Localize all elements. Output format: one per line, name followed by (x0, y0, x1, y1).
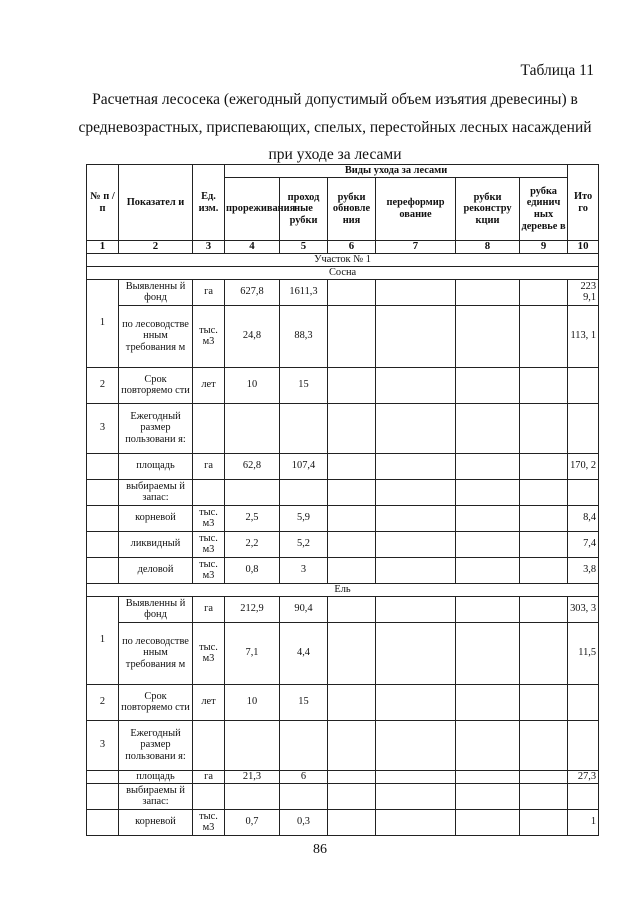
empty-cell (280, 720, 328, 770)
table-row (87, 367, 599, 403)
title-line-3: при уходе за лесами (268, 146, 402, 163)
total-cell: 8,4 (568, 505, 599, 531)
empty-cell (520, 531, 568, 557)
unit-cell: га (193, 770, 225, 783)
empty-cell (376, 783, 456, 809)
indicator-cell: по лесоводстве нным требования м (119, 305, 193, 367)
total-cell: 27,3 (568, 770, 599, 783)
empty-cell (376, 453, 456, 479)
empty-cell (568, 720, 599, 770)
table-row (87, 770, 599, 783)
empty-cell (225, 783, 280, 809)
row-num: 3 (87, 720, 119, 770)
unit-cell: тыс. м3 (193, 809, 225, 835)
indicator-cell: по лесоводстве нным требования м (119, 622, 193, 684)
empty-cell (456, 622, 520, 684)
total-cell: 11,5 (568, 622, 599, 684)
empty-cell (87, 531, 119, 557)
title-line-1: Расчетная лесосека (ежегодный допустимый объем изъятия древесины) в (92, 91, 578, 108)
empty-cell (376, 279, 456, 305)
col-number: 8 (456, 241, 520, 254)
value-cell: 10 (225, 367, 280, 403)
empty-cell (328, 453, 376, 479)
empty-cell (87, 770, 119, 783)
empty-cell (456, 403, 520, 453)
row-num: 2 (87, 684, 119, 720)
empty-cell (328, 305, 376, 367)
row-num: 1 (87, 279, 119, 367)
empty-cell (520, 684, 568, 720)
unit-cell: тыс. м3 (193, 557, 225, 583)
empty-cell (520, 809, 568, 835)
value-cell: 212,9 (225, 596, 280, 622)
header-passage: проход ные рубки (280, 178, 328, 241)
table-row (87, 596, 599, 622)
plot-label: Участок № 1 (87, 253, 599, 266)
col-number: 9 (520, 241, 568, 254)
empty-cell (520, 305, 568, 367)
col-number: 1 (87, 241, 119, 254)
total-cell: 7,4 (568, 531, 599, 557)
indicator-cell: выбираемы й запас: (119, 783, 193, 809)
empty-cell (376, 596, 456, 622)
empty-cell (225, 403, 280, 453)
empty-cell (193, 403, 225, 453)
total-cell: 3,8 (568, 557, 599, 583)
value-cell: 10 (225, 684, 280, 720)
empty-cell (376, 305, 456, 367)
indicator-cell: Выявленны й фонд (119, 596, 193, 622)
column-number-row (87, 241, 599, 254)
empty-cell (328, 367, 376, 403)
unit-cell: тыс. м3 (193, 505, 225, 531)
empty-cell (520, 770, 568, 783)
empty-cell (568, 403, 599, 453)
empty-cell (87, 453, 119, 479)
unit-cell: тыс. м3 (193, 531, 225, 557)
col-number: 2 (119, 241, 193, 254)
empty-cell (376, 505, 456, 531)
value-cell: 2,5 (225, 505, 280, 531)
empty-cell (520, 596, 568, 622)
header-reform: переформир ование (376, 178, 456, 241)
unit-cell: лет (193, 684, 225, 720)
empty-cell (87, 809, 119, 835)
empty-cell (520, 367, 568, 403)
indicator-cell: площадь (119, 453, 193, 479)
value-cell: 5,9 (280, 505, 328, 531)
col-number: 5 (280, 241, 328, 254)
empty-cell (520, 720, 568, 770)
empty-cell (568, 367, 599, 403)
empty-cell (456, 770, 520, 783)
empty-cell (328, 279, 376, 305)
value-cell: 3 (280, 557, 328, 583)
species-pine: Сосна (87, 266, 599, 279)
header-single-trees: рубка единич ных деревье в (520, 178, 568, 241)
header-group: Виды ухода за лесами (225, 165, 568, 178)
empty-cell (87, 505, 119, 531)
indicator-cell: выбираемы й запас: (119, 479, 193, 505)
empty-cell (225, 479, 280, 505)
col-number: 4 (225, 241, 280, 254)
table-row (87, 403, 599, 453)
empty-cell (376, 720, 456, 770)
value-cell: 1611,3 (280, 279, 328, 305)
col-number: 6 (328, 241, 376, 254)
indicator-cell: корневой (119, 505, 193, 531)
empty-cell (376, 531, 456, 557)
indicator-cell: площадь (119, 770, 193, 783)
table-row (87, 809, 599, 835)
empty-cell (328, 809, 376, 835)
value-cell: 7,1 (225, 622, 280, 684)
table-row (87, 279, 599, 305)
empty-cell (280, 783, 328, 809)
empty-cell (456, 783, 520, 809)
empty-cell (568, 783, 599, 809)
empty-cell (520, 622, 568, 684)
value-cell: 0,8 (225, 557, 280, 583)
empty-cell (328, 505, 376, 531)
empty-cell (328, 596, 376, 622)
empty-cell (225, 720, 280, 770)
value-cell: 107,4 (280, 453, 328, 479)
empty-cell (376, 367, 456, 403)
header-total: Ито го (568, 165, 599, 241)
empty-cell (376, 557, 456, 583)
col-number: 3 (193, 241, 225, 254)
header-unit: Ед. изм. (193, 165, 225, 241)
title-line-2: средневозрастных, приспевающих, спелых, перестойных лесных насаждений (78, 118, 592, 136)
table-label: Таблица 11 (520, 62, 594, 79)
species-row (87, 583, 599, 596)
col-number: 10 (568, 241, 599, 254)
empty-cell (376, 809, 456, 835)
empty-cell (87, 783, 119, 809)
unit-cell: га (193, 596, 225, 622)
indicator-cell: Срок повторяемо сти (119, 684, 193, 720)
empty-cell (87, 479, 119, 505)
indicator-cell: деловой (119, 557, 193, 583)
value-cell: 15 (280, 684, 328, 720)
indicator-cell: Срок повторяемо сти (119, 367, 193, 403)
table-row (87, 479, 599, 505)
empty-cell (376, 622, 456, 684)
unit-cell: тыс. м3 (193, 305, 225, 367)
empty-cell (328, 403, 376, 453)
indicator-cell: ликвидный (119, 531, 193, 557)
total-cell: 113, 1 (568, 305, 599, 367)
total-cell: 303, 3 (568, 596, 599, 622)
empty-cell (193, 720, 225, 770)
table-row (87, 783, 599, 809)
empty-cell (520, 479, 568, 505)
value-cell: 21,3 (225, 770, 280, 783)
empty-cell (328, 720, 376, 770)
value-cell: 0,7 (225, 809, 280, 835)
empty-cell (376, 770, 456, 783)
empty-cell (456, 596, 520, 622)
page-number: 86 (313, 842, 327, 857)
empty-cell (456, 279, 520, 305)
value-cell: 15 (280, 367, 328, 403)
empty-cell (456, 809, 520, 835)
empty-cell (328, 684, 376, 720)
header-thinning: прореживания (225, 178, 280, 241)
indicator-cell: Ежегодный размер пользовани я: (119, 720, 193, 770)
table-row (87, 720, 599, 770)
unit-cell: га (193, 453, 225, 479)
unit-cell: тыс. м3 (193, 622, 225, 684)
value-cell: 0,3 (280, 809, 328, 835)
indicator-cell: корневой (119, 809, 193, 835)
empty-cell (328, 531, 376, 557)
empty-cell (280, 479, 328, 505)
table-row (87, 505, 599, 531)
empty-cell (568, 479, 599, 505)
table-row (87, 305, 599, 367)
value-cell: 24,8 (225, 305, 280, 367)
empty-cell (87, 557, 119, 583)
empty-cell (568, 684, 599, 720)
total-cell: 223 9,1 (568, 279, 599, 305)
header-reconstruction: рубки реконстру кции (456, 178, 520, 241)
indicator-cell: Выявленны й фонд (119, 279, 193, 305)
empty-cell (456, 479, 520, 505)
empty-cell (328, 479, 376, 505)
row-num: 3 (87, 403, 119, 453)
value-cell: 2,2 (225, 531, 280, 557)
table-row (87, 622, 599, 684)
empty-cell (456, 305, 520, 367)
table-row (87, 557, 599, 583)
empty-cell (520, 279, 568, 305)
plot-row (87, 253, 599, 266)
empty-cell (328, 770, 376, 783)
empty-cell (456, 557, 520, 583)
value-cell: 627,8 (225, 279, 280, 305)
value-cell: 88,3 (280, 305, 328, 367)
header-num: № п /п (87, 165, 119, 241)
row-num: 2 (87, 367, 119, 403)
empty-cell (456, 367, 520, 403)
header-renewal: рубки обновле ния (328, 178, 376, 241)
value-cell: 4,4 (280, 622, 328, 684)
empty-cell (456, 684, 520, 720)
value-cell: 6 (280, 770, 328, 783)
empty-cell (520, 783, 568, 809)
table-row (87, 453, 599, 479)
empty-cell (456, 720, 520, 770)
empty-cell (520, 505, 568, 531)
unit-cell: га (193, 279, 225, 305)
logging-volume-table (86, 164, 599, 836)
indicator-cell: Ежегодный размер пользовани я: (119, 403, 193, 453)
table-row (87, 684, 599, 720)
row-num: 1 (87, 596, 119, 684)
empty-cell (328, 557, 376, 583)
empty-cell (280, 403, 328, 453)
total-cell: 170, 2 (568, 453, 599, 479)
empty-cell (520, 557, 568, 583)
unit-cell: лет (193, 367, 225, 403)
species-spruce: Ель (87, 583, 599, 596)
empty-cell (456, 505, 520, 531)
value-cell: 5,2 (280, 531, 328, 557)
species-row (87, 266, 599, 279)
empty-cell (193, 783, 225, 809)
empty-cell (520, 453, 568, 479)
empty-cell (376, 684, 456, 720)
empty-cell (328, 622, 376, 684)
col-number: 7 (376, 241, 456, 254)
empty-cell (456, 453, 520, 479)
header-indicator: Показател и (119, 165, 193, 241)
empty-cell (328, 783, 376, 809)
table-title (60, 86, 610, 169)
empty-cell (520, 403, 568, 453)
total-cell: 1 (568, 809, 599, 835)
empty-cell (376, 403, 456, 453)
header-row-1 (87, 165, 599, 178)
table-row (87, 531, 599, 557)
empty-cell (193, 479, 225, 505)
value-cell: 62,8 (225, 453, 280, 479)
empty-cell (456, 531, 520, 557)
value-cell: 90,4 (280, 596, 328, 622)
empty-cell (376, 479, 456, 505)
